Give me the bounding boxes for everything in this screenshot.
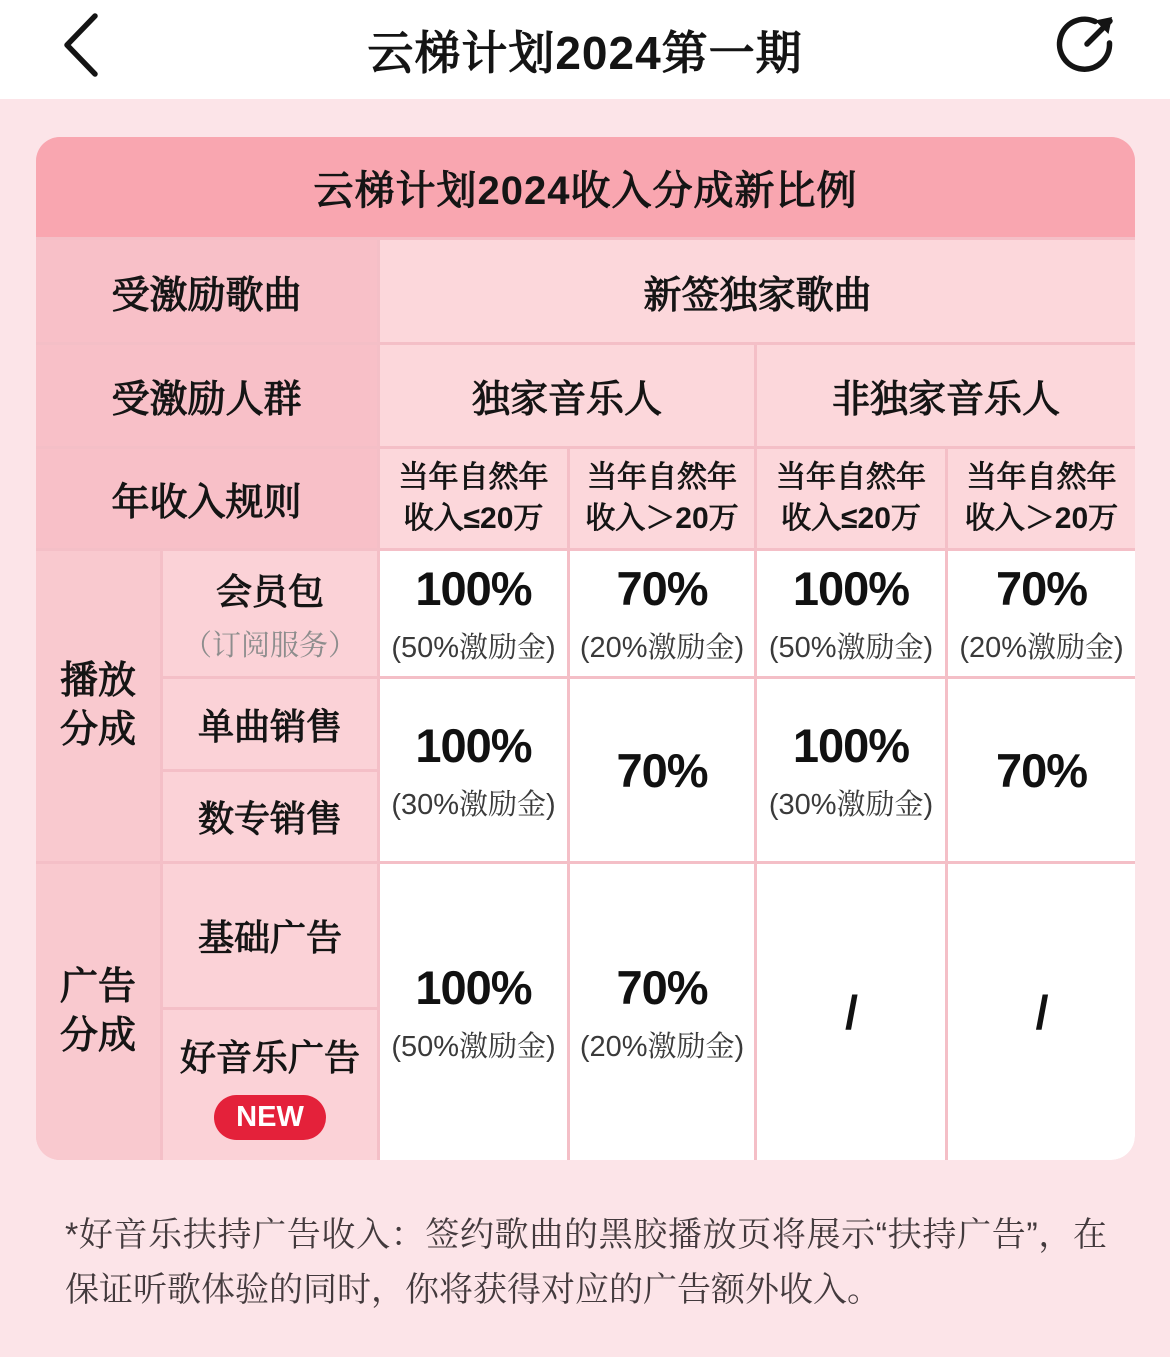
incentive-note: (50%激励金) <box>768 632 934 664</box>
cell-non-exclusive-musician: 非独家音乐人 <box>757 345 1135 446</box>
ad-share-line1: 广告 <box>59 965 136 1008</box>
row-label-good-music-ad <box>163 1010 377 1160</box>
percent-value: 100% <box>415 718 532 772</box>
row-label-member-pack <box>163 551 377 676</box>
incentive-note: (30%激励金) <box>391 788 556 821</box>
cell-new-exclusive-songs: 新签独家歌曲 <box>380 240 1135 342</box>
percent-value: 70% <box>616 562 708 615</box>
percent-value: 70% <box>616 960 708 1014</box>
play-share-line1: 播放 <box>59 659 136 702</box>
footnote-text: *好音乐扶持广告收入：签约歌曲的黑胶播放页将展示“扶持广告”，在保证听歌体验的同时，你将获得对应的广告额外收入。 <box>65 1216 1107 1310</box>
income-rule-line2: 收入≤20万 <box>403 501 544 535</box>
percent-value: 100% <box>415 562 532 615</box>
income-rule-line1: 当年自然年 <box>776 461 926 494</box>
cell-exclusive-musician: 独家音乐人 <box>380 345 754 446</box>
incentive-note: (50%激励金) <box>391 632 556 664</box>
cell-income-rule <box>570 449 754 548</box>
share-icon <box>1054 11 1118 78</box>
percent-value: 100% <box>792 562 910 615</box>
cell-ad-value <box>570 864 754 1160</box>
chevron-left-icon <box>59 12 101 81</box>
cell-member-pack-value <box>570 551 754 676</box>
cell-sales-value <box>948 679 1135 861</box>
income-rule-line2: 收入≤20万 <box>781 501 921 535</box>
percent-value: 70% <box>616 743 708 797</box>
income-rule-line1: 当年自然年 <box>398 461 549 494</box>
revenue-share-table <box>36 137 1135 1160</box>
income-rule-line2: 收入＞20万 <box>585 501 739 535</box>
percent-value: 70% <box>995 743 1088 797</box>
incentive-note: (30%激励金) <box>768 788 934 821</box>
row-label-incentive-group: 受激励人群 <box>36 345 377 446</box>
income-rule-line2: 收入＞20万 <box>964 501 1119 535</box>
cell-member-pack-value <box>948 551 1135 676</box>
page-title: 云梯计划2024第一期 <box>367 26 803 79</box>
section-label-ad-share <box>36 864 160 1160</box>
income-rule-line1: 当年自然年 <box>966 461 1117 494</box>
cell-ad-value <box>757 864 945 1160</box>
share-button[interactable] <box>1050 6 1122 82</box>
incentive-note: (50%激励金) <box>391 1030 556 1063</box>
percent-value: / <box>1035 985 1048 1039</box>
row-label-incentive-song: 受激励歌曲 <box>36 240 377 342</box>
incentive-note: (20%激励金) <box>959 632 1124 664</box>
new-badge: NEW <box>214 1095 326 1140</box>
section-label-play-share <box>36 551 160 861</box>
back-button[interactable] <box>48 8 112 84</box>
cell-sales-value <box>757 679 945 861</box>
row-label-income-rule: 年收入规则 <box>36 449 377 548</box>
percent-value: 100% <box>792 718 910 772</box>
table-title: 云梯计划2024收入分成新比例 <box>36 137 1135 237</box>
percent-value: / <box>844 985 858 1039</box>
app-bar <box>0 0 1170 99</box>
cell-member-pack-value <box>380 551 567 676</box>
ad-share-line2: 分成 <box>59 1015 136 1057</box>
income-rule-line1: 当年自然年 <box>587 461 737 494</box>
member-pack-label: 会员包 <box>215 570 324 612</box>
cell-income-rule <box>380 449 567 548</box>
cell-income-rule <box>948 449 1135 548</box>
member-pack-sublabel: （订阅服务） <box>182 629 357 662</box>
row-label-basic-ad: 基础广告 <box>163 864 377 1007</box>
percent-value: 100% <box>415 960 532 1014</box>
cell-ad-value <box>948 864 1135 1160</box>
incentive-note: (20%激励金) <box>579 1030 745 1063</box>
cell-sales-value <box>570 679 754 861</box>
play-share-line2: 分成 <box>59 709 136 751</box>
cell-member-pack-value <box>757 551 945 676</box>
cell-ad-value <box>380 864 567 1160</box>
incentive-note: (20%激励金) <box>579 632 745 664</box>
cell-sales-value <box>380 679 567 861</box>
cell-income-rule <box>757 449 945 548</box>
good-music-ad-label: 好音乐广告 <box>179 1037 360 1078</box>
row-label-single-sales: 单曲销售 <box>163 679 377 769</box>
percent-value: 70% <box>995 562 1088 615</box>
row-label-album-sales: 数专销售 <box>163 772 377 861</box>
